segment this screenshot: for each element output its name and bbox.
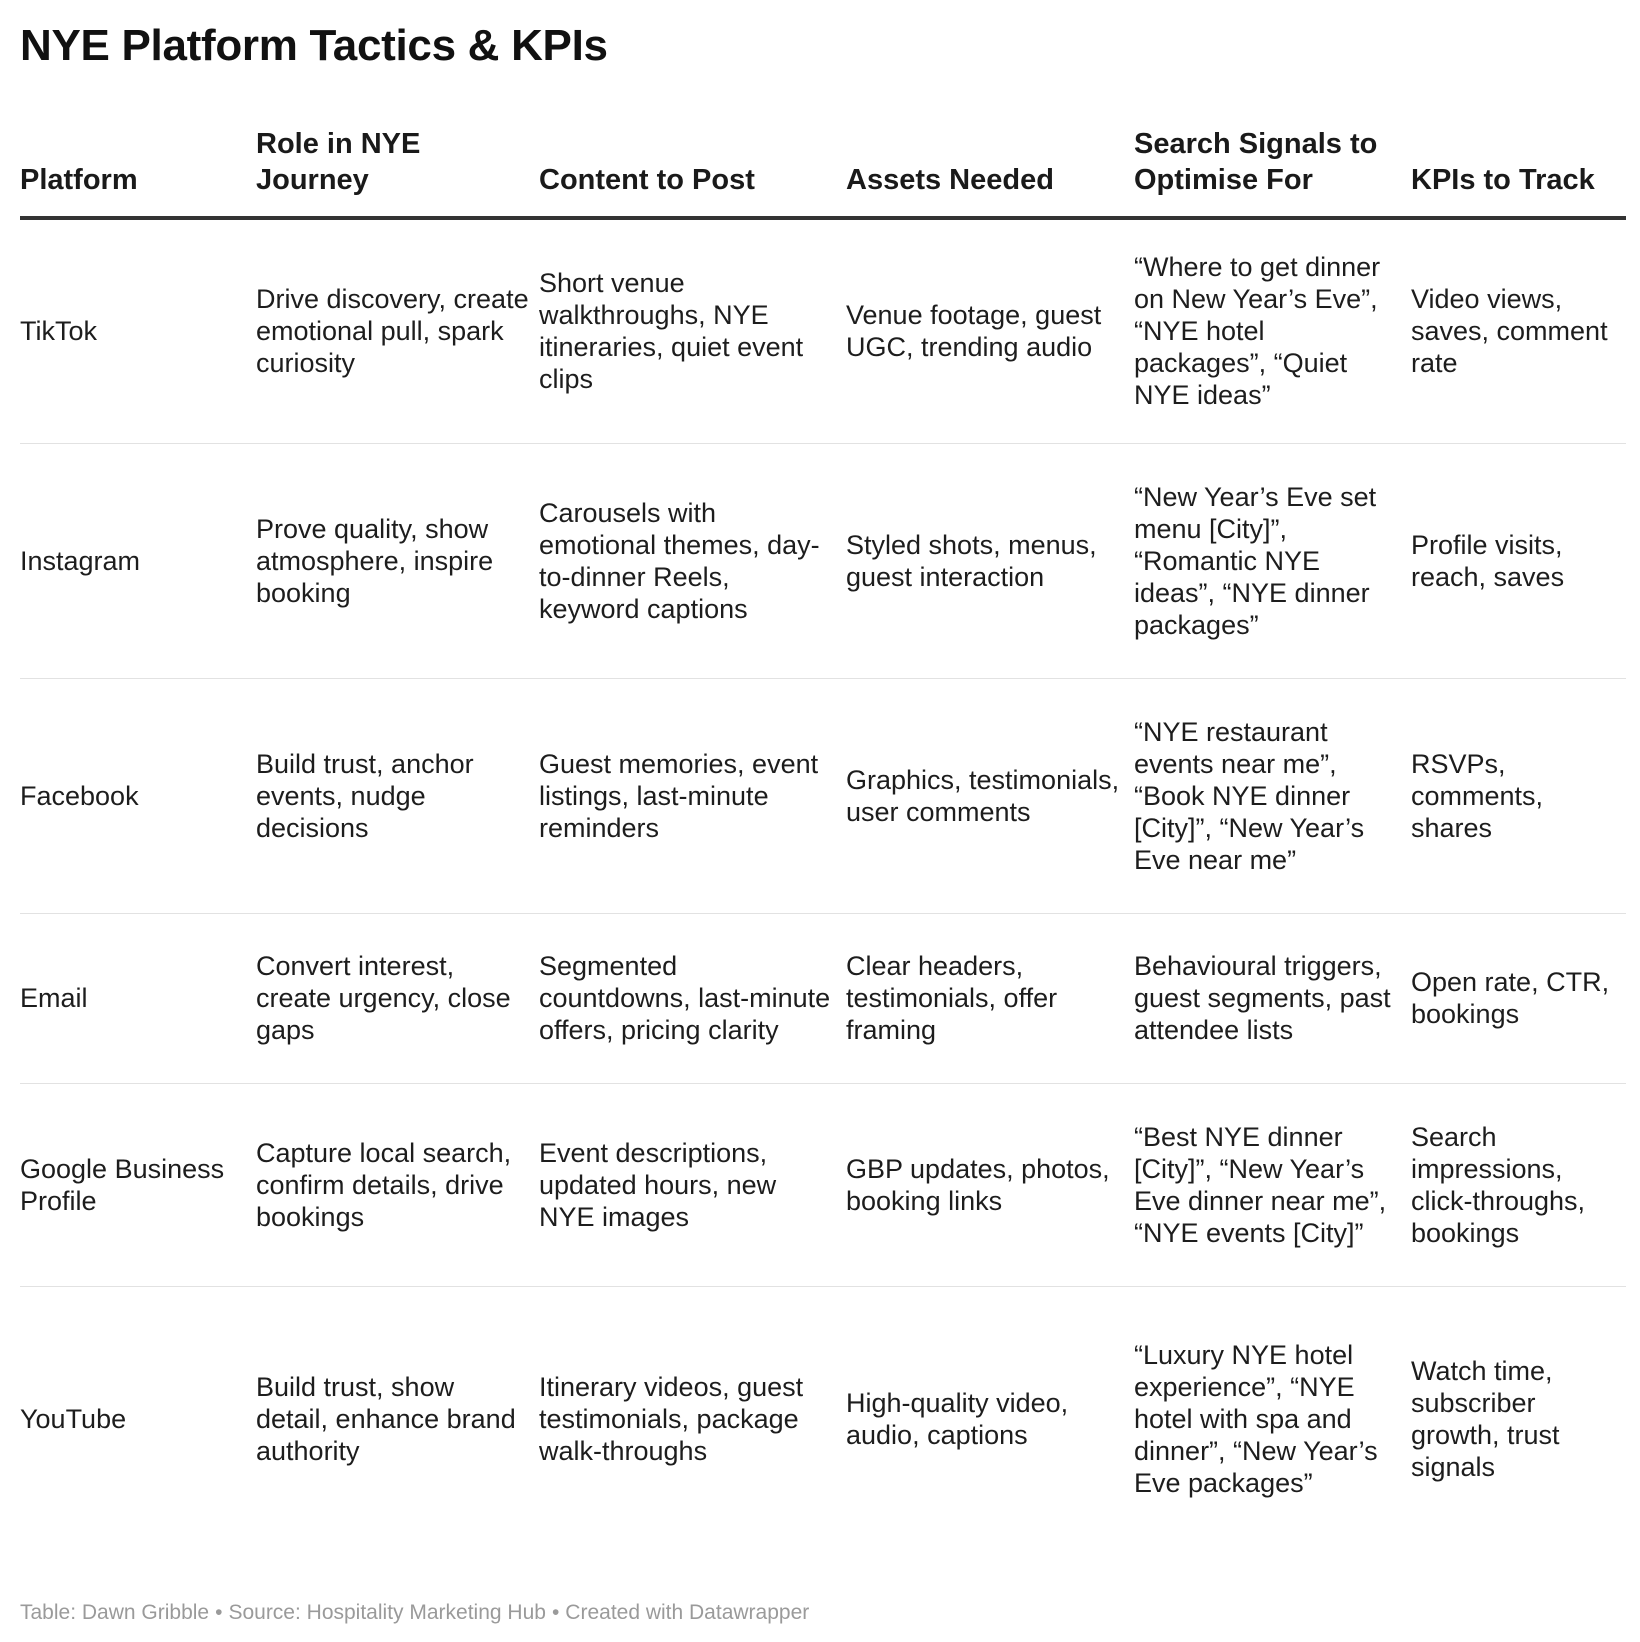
footer-credits — [20, 1600, 809, 1626]
cell-kpis: Video views, saves, comment rate — [1411, 218, 1626, 443]
cell-role: Build trust, show detail, enhance brand authority — [256, 1372, 516, 1467]
cell-assets: Venue footage, guest UGC, trending audio — [846, 218, 1134, 443]
cell-kpis: Watch time, subscriber growth, trust signals — [1411, 1356, 1560, 1483]
cell-signals: “NYE restaurant events near me”, “Book NYE dinner [City]”, “New Year’s Eve near me” — [1134, 678, 1411, 913]
header-content: Content to Post — [539, 118, 846, 218]
cell-role: Build trust, anchor events, nudge decisions — [256, 678, 539, 913]
cell-content: Guest memories, event listings, last-minute reminders — [539, 678, 846, 913]
cell-content: Itinerary videos, guest testimonials, package walk-throughs — [539, 1372, 804, 1467]
header-assets: Assets Needed — [846, 118, 1134, 218]
table-row-instagram — [20, 443, 1626, 678]
cell-role: Drive discovery, create emotional pull, spark curiosity — [256, 218, 539, 443]
cell-role: Prove quality, show atmosphere, inspire booking — [256, 443, 539, 678]
cell-platform: YouTube — [20, 1404, 127, 1435]
cell-assets: High-quality video, audio, captions — [846, 1388, 1069, 1451]
cell-signals: “New Year’s Eve set menu [City]”, “Romantic NYE ideas”, “NYE dinner packages” — [1134, 443, 1411, 678]
cell-content: Event descriptions, updated hours, new NYE images — [539, 1083, 846, 1286]
table-row-facebook — [20, 678, 1626, 913]
table-row-google-business-profile — [20, 1083, 1626, 1286]
table-row-email — [20, 913, 1626, 1083]
cell-signals: Behavioural triggers, guest segments, past attendee lists — [1134, 913, 1411, 1083]
header-platform: Platform — [20, 118, 256, 218]
separator-dot: • — [215, 1601, 223, 1624]
cell-kpis: RSVPs, comments, shares — [1411, 678, 1626, 913]
cell-platform: TikTok — [20, 218, 256, 443]
cell-content: Carousels with emotional themes, day-to-dinner Reels, keyword captions — [539, 443, 846, 678]
cell-platform: Email — [20, 913, 256, 1083]
cell-kpis: Open rate, CTR, bookings — [1411, 913, 1626, 1083]
cell-assets: Styled shots, menus, guest interaction — [846, 443, 1134, 678]
separator-dot: • — [551, 1601, 560, 1624]
header-search-signals: Search Signals to Optimise For — [1134, 118, 1411, 218]
page-title: NYE Platform Tactics & KPIs — [20, 21, 608, 70]
cell-signals: “Best NYE dinner [City]”, “New Year’s Eve dinner near me”, “NYE events [City]” — [1134, 1083, 1411, 1286]
cell-platform: Facebook — [20, 678, 256, 913]
table-row-tiktok — [20, 218, 1626, 443]
cell-assets: Clear headers, testimonials, offer framing — [846, 913, 1134, 1083]
cell-assets: Graphics, testimonials, user comments — [846, 678, 1134, 913]
platform-tactics-table — [20, 118, 1626, 1552]
header-kpis: KPIs to Track — [1411, 118, 1626, 218]
footer-created-with: Created with Datawrapper — [565, 1601, 810, 1624]
cell-kpis: Search impressions, click-throughs, bookings — [1411, 1083, 1626, 1286]
footer-table-credit: Table: Dawn Gribble — [20, 1601, 210, 1624]
footer-source: Source: Hospitality Marketing Hub — [228, 1601, 546, 1624]
cell-assets: GBP updates, photos, booking links — [846, 1083, 1134, 1286]
cell-signals: “Luxury NYE hotel experience”, “NYE hotel with spa and dinner”, “New Year’s Eve packages” — [1134, 1340, 1378, 1499]
table-row-youtube — [20, 1286, 1626, 1552]
table-header-row — [20, 118, 1626, 218]
cell-platform: Google Business Profile — [20, 1083, 256, 1286]
cell-platform: Instagram — [20, 443, 256, 678]
cell-content: Segmented countdowns, last-minute offers, pricing clarity — [539, 913, 846, 1083]
cell-role: Capture local search, confirm details, drive bookings — [256, 1083, 539, 1286]
cell-role: Convert interest, create urgency, close gaps — [256, 913, 539, 1083]
cell-kpis: Profile visits, reach, saves — [1411, 443, 1626, 678]
cell-content: Short venue walkthroughs, NYE itineraries, quiet event clips — [539, 218, 846, 443]
header-role: Role in NYE Journey — [256, 118, 539, 218]
cell-signals: “Where to get dinner on New Year’s Eve”, “NYE hotel packages”, “Quiet NYE ideas” — [1134, 218, 1411, 443]
